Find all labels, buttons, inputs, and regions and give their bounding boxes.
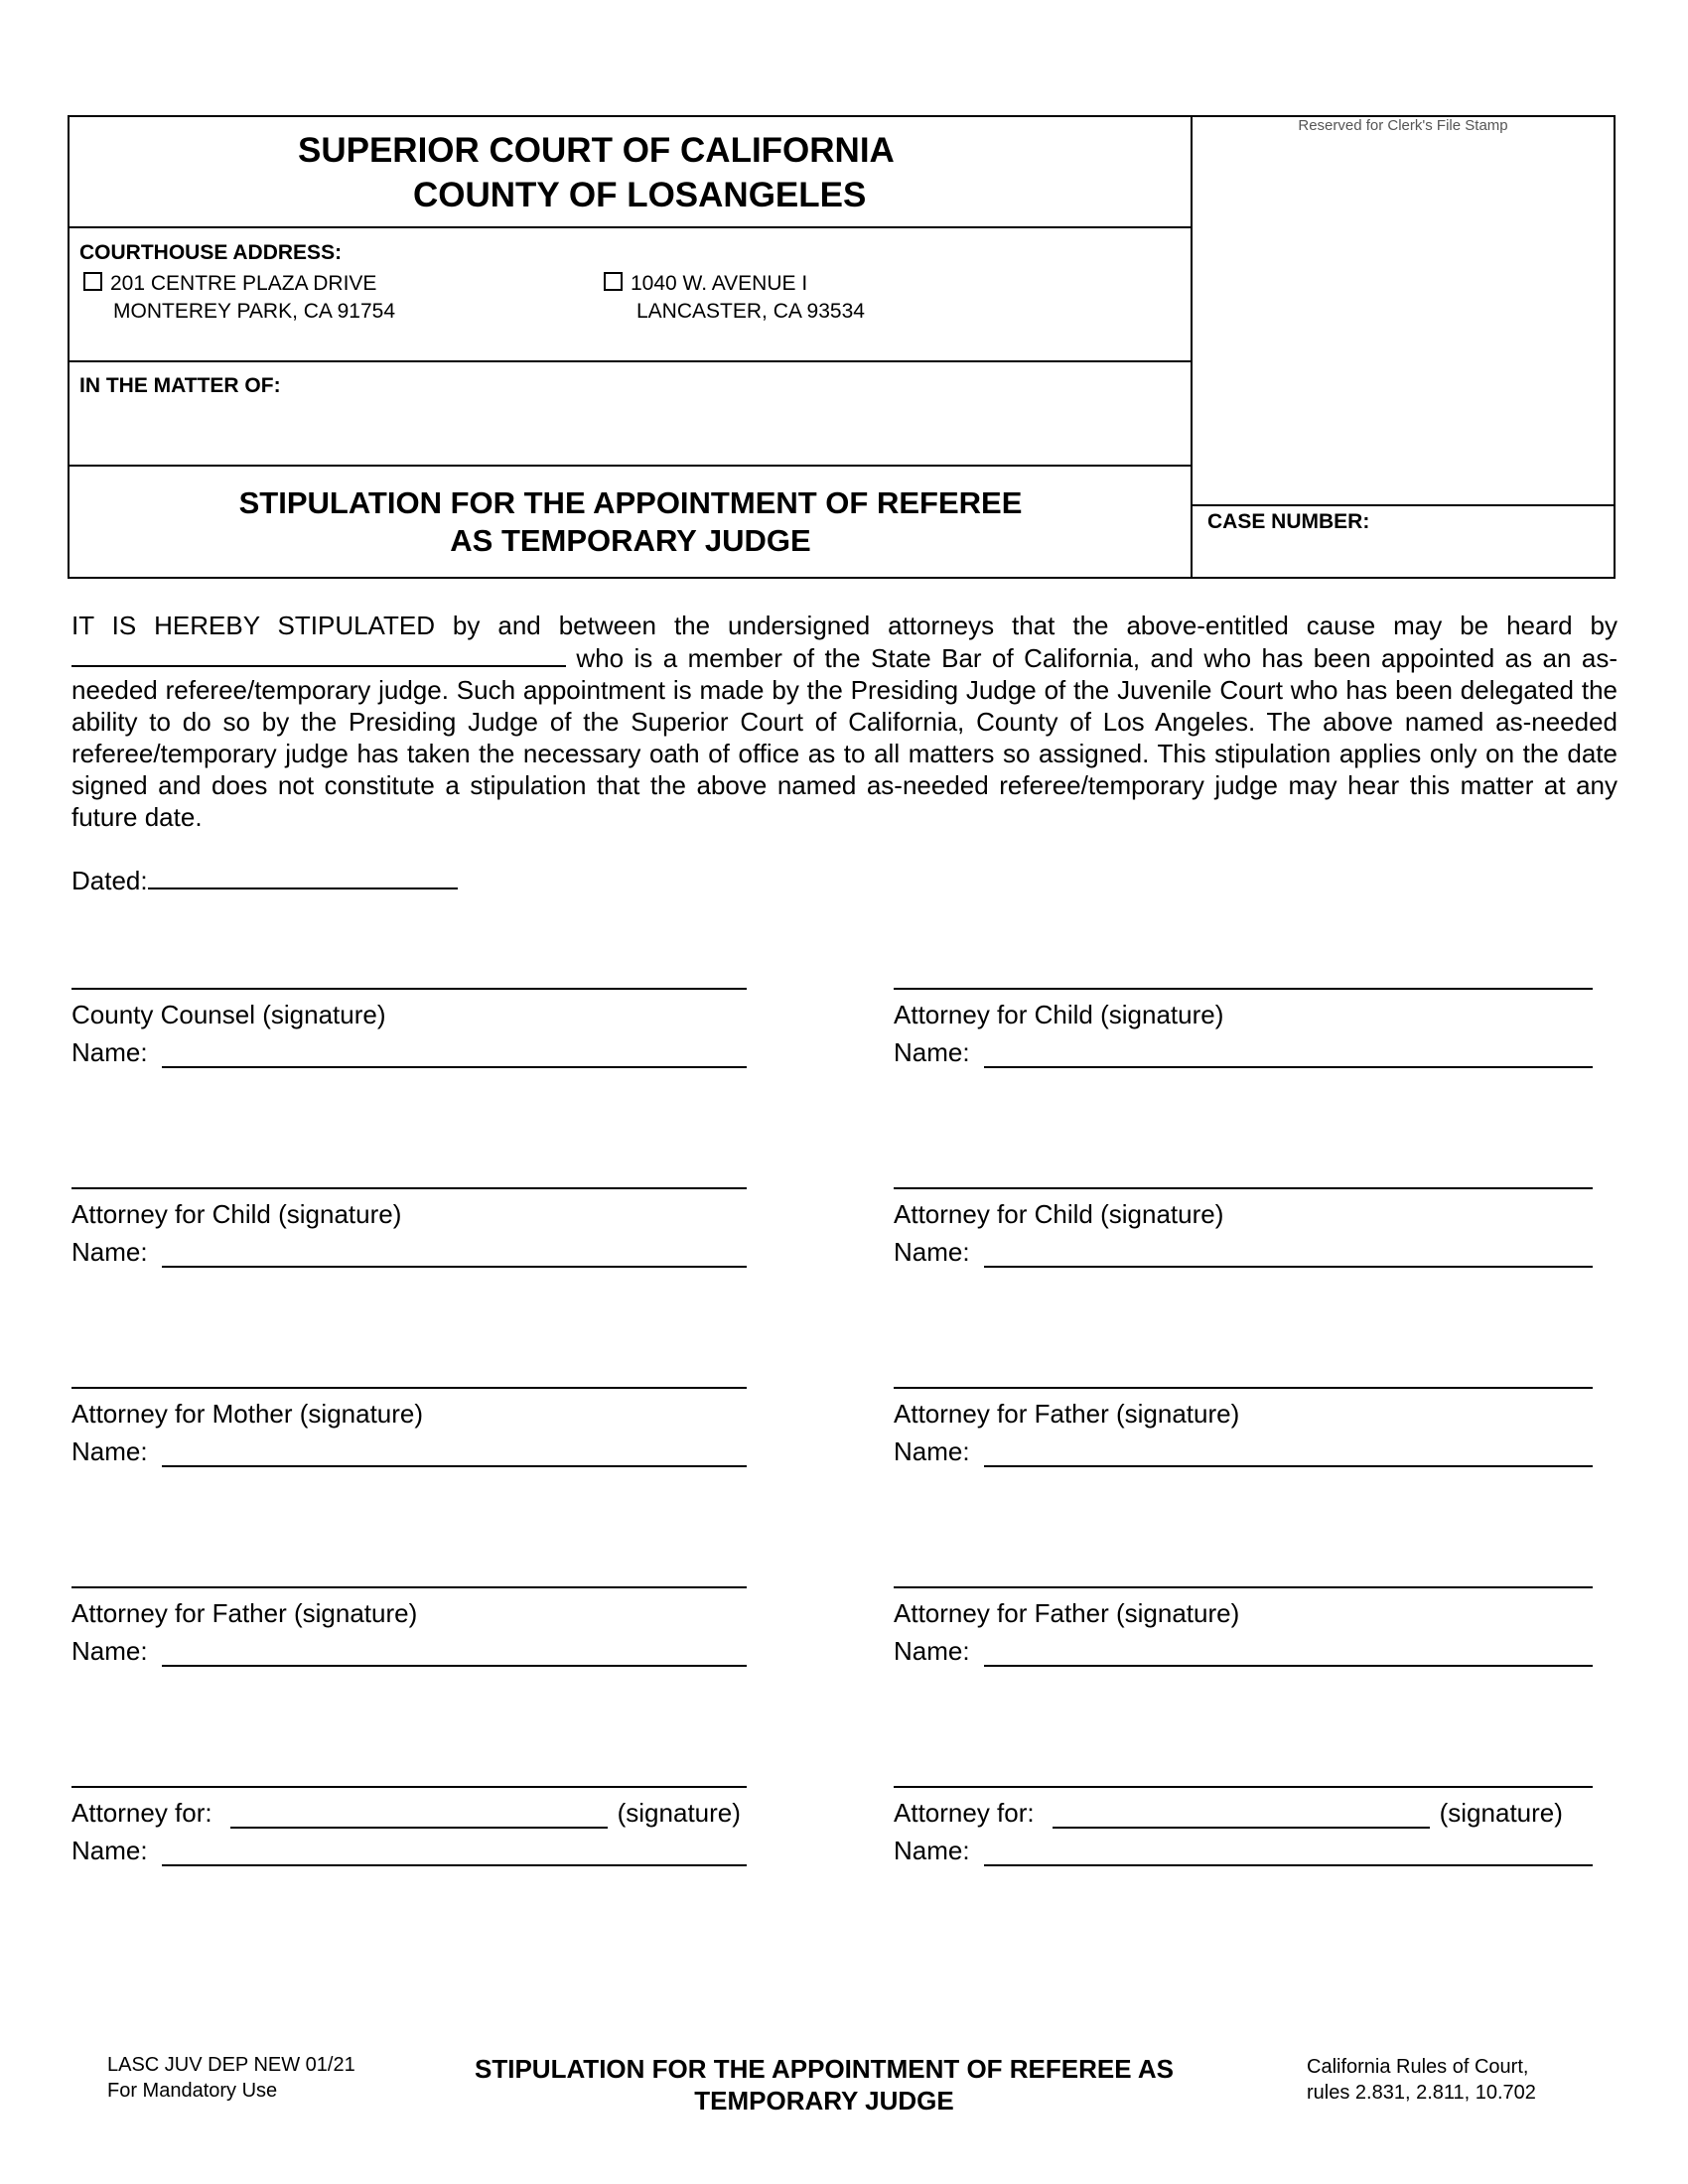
county-name: COUNTY OF LOSANGELES <box>413 176 867 214</box>
court-name: SUPERIOR COURT OF CALIFORNIA <box>298 131 895 170</box>
stipulation-text-start: IT IS HEREBY STIPULATED by and between the undersigned attorneys that the above-entitled cause may be heard by <box>71 611 1618 640</box>
address-option-monterey-park[interactable]: 201 CENTRE PLAZA DRIVE <box>83 270 376 298</box>
name-label: Name: <box>71 1836 148 1865</box>
signature-line[interactable] <box>894 1387 1593 1389</box>
dated-row <box>71 864 458 896</box>
name-label: Name: <box>894 1836 970 1865</box>
stipulation-paragraph <box>71 610 1618 833</box>
name-row <box>71 1236 747 1268</box>
footer-title-line2: TEMPORARY JUDGE <box>694 2086 954 2116</box>
signature-line[interactable] <box>71 1586 747 1588</box>
name-field[interactable] <box>984 1240 1593 1268</box>
clerk-stamp-label: Reserved for Clerk's File Stamp <box>1298 117 1508 134</box>
name-field[interactable] <box>984 1839 1593 1866</box>
matter-label: IN THE MATTER OF: <box>79 374 281 397</box>
signature-line[interactable] <box>894 988 1593 990</box>
signature-label: Attorney for Child (signature) <box>71 1199 402 1229</box>
attorney-for-label: Attorney for: <box>894 1798 1035 1828</box>
name-label: Name: <box>894 1636 970 1666</box>
name-label: Name: <box>71 1436 148 1466</box>
caption-divider-3 <box>68 465 1193 467</box>
name-row <box>894 1435 1593 1467</box>
case-number-label: CASE NUMBER: <box>1207 510 1370 533</box>
name-label: Name: <box>894 1037 970 1067</box>
form-id: LASC JUV DEP NEW 01/21 <box>107 2054 355 2076</box>
referee-name-field[interactable] <box>71 641 566 667</box>
signature-line[interactable] <box>71 988 747 990</box>
footer-title <box>397 2053 1251 2116</box>
name-field[interactable] <box>984 1040 1593 1068</box>
name-label: Name: <box>71 1636 148 1666</box>
signature-line[interactable] <box>71 1786 747 1788</box>
name-field[interactable] <box>162 1839 747 1866</box>
address-option-lancaster[interactable]: 1040 W. AVENUE I <box>604 270 807 298</box>
address-monterey-park-city: MONTEREY PARK, CA 91754 <box>113 300 396 323</box>
name-field[interactable] <box>162 1240 747 1268</box>
name-label: Name: <box>71 1237 148 1267</box>
signature-line[interactable] <box>71 1387 747 1389</box>
signature-suffix: (signature) <box>617 1798 741 1828</box>
signature-suffix: (signature) <box>1439 1798 1563 1828</box>
signature-line[interactable] <box>894 1786 1593 1788</box>
name-field[interactable] <box>162 1439 747 1467</box>
signature-label: Attorney for Father (signature) <box>894 1399 1240 1429</box>
signature-label: Attorney for Child (signature) <box>894 1000 1224 1029</box>
form-id-block <box>107 2052 355 2104</box>
name-field[interactable] <box>984 1639 1593 1667</box>
caption-divider-1 <box>68 226 1193 228</box>
signature-label: Attorney for Father (signature) <box>71 1598 418 1628</box>
signature-line[interactable] <box>894 1187 1593 1189</box>
rules-citation <box>1307 2054 1536 2106</box>
form-title-line2: AS TEMPORARY JUDGE <box>450 523 811 558</box>
attorney-for-row <box>894 1797 1563 1829</box>
name-row <box>71 1435 747 1467</box>
case-number-divider <box>1191 504 1616 506</box>
signature-label: Attorney for Child (signature) <box>894 1199 1224 1229</box>
dated-field[interactable] <box>148 864 458 889</box>
name-row <box>894 1835 1593 1866</box>
attorney-for-party-field[interactable] <box>230 1801 608 1829</box>
name-label: Name: <box>71 1037 148 1067</box>
name-label: Name: <box>894 1436 970 1466</box>
attorney-for-label: Attorney for: <box>71 1798 212 1828</box>
name-row <box>71 1635 747 1667</box>
name-field[interactable] <box>984 1439 1593 1467</box>
name-label: Name: <box>894 1237 970 1267</box>
name-field[interactable] <box>162 1040 747 1068</box>
name-row <box>894 1236 1593 1268</box>
signature-line[interactable] <box>71 1187 747 1189</box>
mandatory-use: For Mandatory Use <box>107 2080 278 2102</box>
name-row <box>71 1835 747 1866</box>
attorney-for-row <box>71 1797 741 1829</box>
name-row <box>71 1036 747 1068</box>
form-title-line1: STIPULATION FOR THE APPOINTMENT OF REFEREE <box>238 485 1023 520</box>
form-title <box>70 484 1192 560</box>
name-row <box>894 1635 1593 1667</box>
dated-label: Dated: <box>71 866 148 895</box>
signature-label: County Counsel (signature) <box>71 1000 386 1029</box>
checkbox-lancaster[interactable] <box>604 272 623 291</box>
rules-line1: California Rules of Court, <box>1307 2056 1529 2078</box>
name-row <box>894 1036 1593 1068</box>
attorney-for-party-field[interactable] <box>1053 1801 1430 1829</box>
stipulation-text-rest: who is a member of the State Bar of California, and who has been appointed as an as-needed referee/temporary judge. Such appointment is made by the Presiding Judge of the Juvenile Court who has been delegated the ability to do so by the Presiding Judge of the Superior Court of California, County of Los Angeles. The above named as-needed referee/temporary judge has taken the necessary oath of office as to all matters so assigned. This stipulation applies only on the date signed and does not constitute a stipulation that the above named as-needed referee/temporary judge may hear this matter at any future date. <box>71 643 1618 832</box>
name-field[interactable] <box>162 1639 747 1667</box>
courthouse-address-label: COURTHOUSE ADDRESS: <box>79 241 343 264</box>
rules-line2: rules 2.831, 2.811, 10.702 <box>1307 2082 1536 2104</box>
signature-label: Attorney for Father (signature) <box>894 1598 1240 1628</box>
caption-divider-2 <box>68 360 1193 362</box>
checkbox-monterey-park[interactable] <box>83 272 102 291</box>
signature-label: Attorney for Mother (signature) <box>71 1399 424 1429</box>
address-lancaster-city: LANCASTER, CA 93534 <box>636 300 865 323</box>
signature-line[interactable] <box>894 1586 1593 1588</box>
footer-title-line1: STIPULATION FOR THE APPOINTMENT OF REFEREE AS <box>475 2054 1174 2084</box>
